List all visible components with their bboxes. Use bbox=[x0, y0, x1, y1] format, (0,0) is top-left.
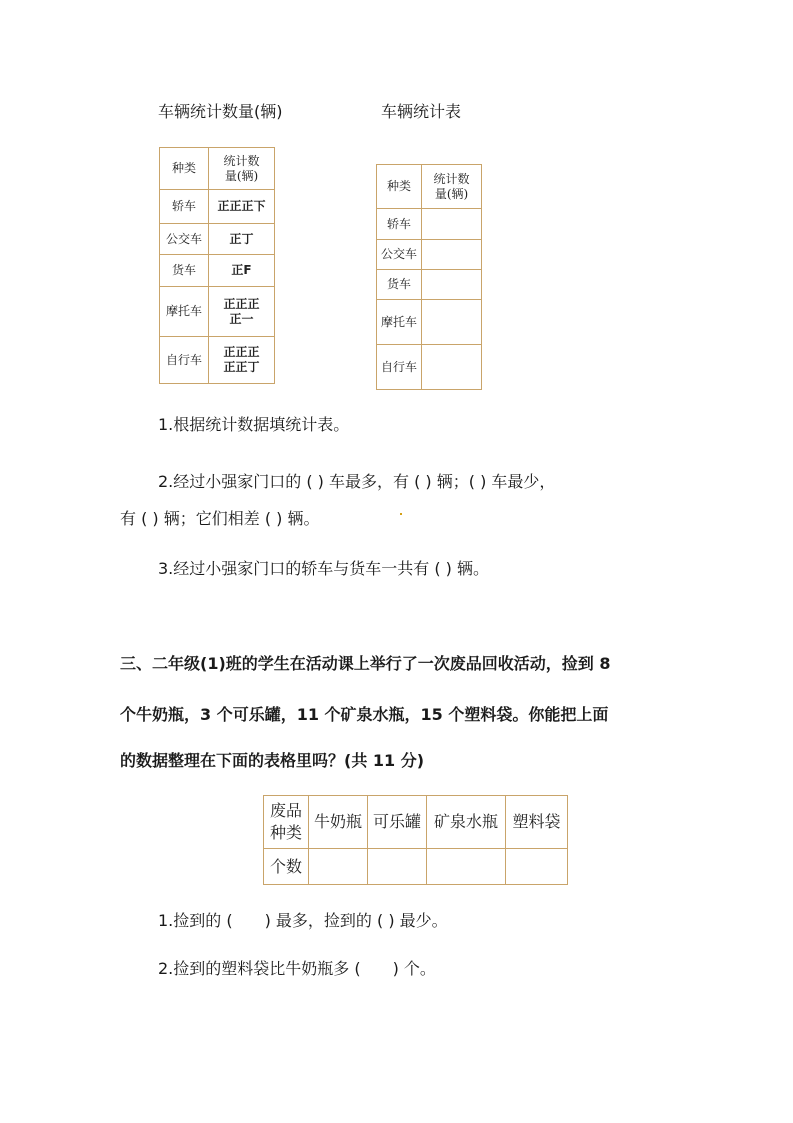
answer-cell[interactable] bbox=[422, 270, 482, 300]
question-2-3: 3.经过小强家门口的轿车与货车一共有 ( ) 辆。 bbox=[158, 559, 490, 578]
answer-cell[interactable] bbox=[422, 345, 482, 390]
vehicle-type-label: 轿车 bbox=[160, 190, 209, 224]
waste-table bbox=[263, 795, 568, 885]
question-2-2-line1: 2.经过小强家门口的 ( ) 车最多，有 ( ) 辆；( ) 车最少， bbox=[158, 472, 556, 491]
vehicle-type-label: 轿车 bbox=[377, 209, 422, 240]
question-2-2-line2: 有 ( ) 辆；它们相差 ( ) 辆。 bbox=[120, 509, 320, 528]
waste-header-line2: 种类 bbox=[269, 823, 302, 842]
waste-column-header: 可乐罐 bbox=[368, 796, 427, 849]
table-row bbox=[160, 337, 275, 384]
tally-table-caption: 车辆统计数量(辆) bbox=[158, 102, 283, 121]
section-3-text-line2: 个牛奶瓶，3 个可乐罐，11 个矿泉水瓶，15 个塑料袋。你能把上面 bbox=[120, 705, 609, 724]
tally-marks: 正正正下 bbox=[209, 190, 275, 224]
vehicle-type-label: 摩托车 bbox=[160, 287, 209, 337]
tally-marks-line1: 正正正 bbox=[223, 296, 260, 311]
section-3-text-line1: 三、二年级(1)班的学生在活动课上举行了一次废品回收活动，捡到 8 bbox=[120, 654, 611, 673]
stat-table-caption: 车辆统计表 bbox=[381, 102, 462, 121]
table-row bbox=[377, 240, 482, 270]
table-row bbox=[377, 209, 482, 240]
tally-header-type: 种类 bbox=[160, 148, 209, 190]
table-row bbox=[377, 300, 482, 345]
question-2-1: 1.根据统计数据填统计表。 bbox=[158, 415, 350, 434]
tally-header-count bbox=[209, 148, 275, 190]
table-row bbox=[377, 345, 482, 390]
waste-column-header: 牛奶瓶 bbox=[309, 796, 368, 849]
stat-header-count bbox=[422, 165, 482, 209]
answer-cell[interactable] bbox=[427, 849, 506, 885]
answer-cell[interactable] bbox=[422, 240, 482, 270]
vehicle-type-label: 货车 bbox=[377, 270, 422, 300]
answer-cell[interactable] bbox=[309, 849, 368, 885]
table-row bbox=[160, 224, 275, 255]
tally-table bbox=[159, 147, 275, 384]
waste-column-header: 矿泉水瓶 bbox=[427, 796, 506, 849]
tally-marks-line2: 正正丁 bbox=[223, 360, 260, 374]
stray-dot bbox=[400, 513, 402, 515]
tally-header-count-line1: 统计数 bbox=[223, 153, 260, 168]
tally-header-count-line2: 量(辆) bbox=[224, 168, 259, 183]
table-row bbox=[377, 270, 482, 300]
stat-header-type: 种类 bbox=[377, 165, 422, 209]
table-row bbox=[160, 287, 275, 337]
stat-header-count-line2: 量(辆) bbox=[434, 186, 469, 201]
table-row bbox=[160, 255, 275, 287]
section-3-text-line3: 的数据整理在下面的表格里吗？(共 11 分) bbox=[120, 751, 425, 770]
waste-header-line1: 废品 bbox=[269, 801, 302, 820]
vehicle-type-label: 自行车 bbox=[160, 337, 209, 384]
count-row-label: 个数 bbox=[264, 849, 309, 885]
tally-marks bbox=[209, 287, 275, 337]
tally-marks bbox=[209, 337, 275, 384]
tally-marks: 正F bbox=[209, 255, 275, 287]
question-3-2: 2.捡到的塑料袋比牛奶瓶多 ( ) 个。 bbox=[158, 959, 436, 978]
table-row bbox=[264, 849, 568, 885]
answer-cell[interactable] bbox=[368, 849, 427, 885]
stat-header-count-line1: 统计数 bbox=[433, 171, 470, 186]
vehicle-type-label: 货车 bbox=[160, 255, 209, 287]
vehicle-type-label: 自行车 bbox=[377, 345, 422, 390]
table-row bbox=[160, 190, 275, 224]
answer-cell[interactable] bbox=[422, 300, 482, 345]
vehicle-type-label: 摩托车 bbox=[377, 300, 422, 345]
tally-marks-line1: 正正正 bbox=[223, 345, 260, 359]
vehicle-stat-table bbox=[376, 164, 482, 390]
tally-marks-line2: 正一 bbox=[229, 311, 254, 326]
waste-header-type bbox=[264, 796, 309, 849]
question-3-1: 1.捡到的 ( ) 最多，捡到的 ( ) 最少。 bbox=[158, 911, 448, 930]
answer-cell[interactable] bbox=[506, 849, 568, 885]
answer-cell[interactable] bbox=[422, 209, 482, 240]
vehicle-type-label: 公交车 bbox=[160, 224, 209, 255]
waste-column-header: 塑料袋 bbox=[506, 796, 568, 849]
vehicle-type-label: 公交车 bbox=[377, 240, 422, 270]
tally-marks: 正丁 bbox=[209, 224, 275, 255]
